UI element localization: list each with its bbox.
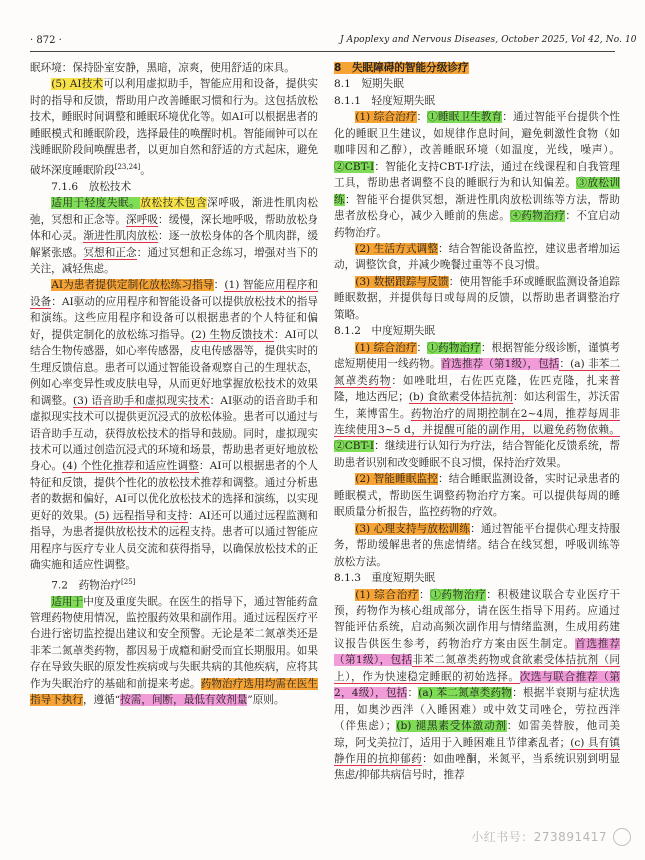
ul-nonbenzo: ：(a) 非苯二氮䓬类药物 bbox=[334, 358, 620, 387]
hl-applies: 适用于 bbox=[51, 595, 84, 608]
paragraph-moderate-comprehensive bbox=[334, 340, 620, 472]
text: ： bbox=[213, 279, 225, 292]
hl-section-8: 8 失眠障碍的智能分级诊疗 bbox=[334, 62, 469, 74]
text: ：通过智能平台提供个性化的睡眠卫生建议，如规律作息时间，避免刺激性食物（如咖啡因和乙醇），改善睡眠环境（如温度，光线，噪声）。 bbox=[334, 111, 621, 157]
text: ：结合智能设备监控，建议患者增加运动，调整饮食，并减少晚餐过重等不良习惯。 bbox=[334, 242, 621, 272]
hl-ai-tech: (5) AI技术 bbox=[51, 78, 104, 91]
citation: [23,24] bbox=[114, 162, 141, 171]
ul-pmr: 渐进性肌肉放松 bbox=[83, 230, 159, 243]
ul-antidepressant: (c) 具有镇静作用的抗抑郁药 bbox=[334, 736, 620, 766]
ul-voice-vr: (3) 语音助手和虚拟现实技术 bbox=[72, 394, 210, 407]
right-column bbox=[334, 60, 620, 784]
heading-severe-short: 8.1.3 重度短期失眠 bbox=[334, 572, 436, 585]
hl-cbti: ②CBT-I bbox=[334, 160, 375, 173]
text: ”原则。 bbox=[247, 694, 285, 707]
ul-personalized: (4) 个性化推荐和适应性调整 bbox=[62, 460, 199, 473]
page-number: · 872 · bbox=[30, 35, 62, 46]
hl-drug: ①药物治疗 bbox=[427, 341, 481, 354]
watermark-text: 小红书号：273891417 bbox=[471, 829, 607, 844]
text: ：根据半衰期与症状选用，如奥沙西泮（入睡困难）或中效艾司唑仑，劳拉西泮（伴焦虑）； bbox=[334, 687, 621, 733]
paragraph-lifestyle bbox=[334, 241, 620, 274]
text: ：AI还可以通过远程监测和指导，为患者提供放松技术的远程支持。患者可以通过智能应用程序与医疗专业人员交流和获得指导，以确保放松技术的正确实施和适应性调整。 bbox=[30, 509, 319, 572]
text: ：如达利雷生，苏沃雷生，莱博雷生。 bbox=[334, 391, 621, 420]
text: ： bbox=[418, 588, 431, 601]
citation: [25] bbox=[121, 577, 136, 586]
ul-remote: (5) 远程指导和支持 bbox=[94, 509, 189, 522]
hl-first-choice: 首选推荐（第1级），包括 bbox=[440, 358, 560, 371]
paragraph-sleep-env: 眠环境：保持卧室安静，黑暗，凉爽，使用舒适的床具。 bbox=[30, 62, 295, 74]
hl-comprehensive: (1) 综合治疗 bbox=[355, 341, 417, 354]
hl-doctor-guidance: 药物治疗选用均需在医生指导下执行 bbox=[30, 677, 319, 707]
ul-biofeedback: (2) 生物反馈技术 bbox=[191, 328, 274, 341]
text: 深呼吸，渐进性肌肉松弛，冥想和正念等。 bbox=[30, 197, 319, 226]
paragraph-ai-tech: (5) AI技术可以利用虚拟助手，智能应用和设备，提供实时的指导和反馈，帮助用户改善睡眠习惯和行为。这包括放松技术，睡眠时间调整和睡眠环境优化等。如AI可以根据患者的睡眠模式和睡眠阶段，选择最佳的唤醒时机。智能闹钟可以在浅睡眠阶段间唤醒患者，以更加自然和舒适的方式起床，避免破坏深度睡眠阶段[23,24]。 bbox=[30, 78, 318, 177]
paragraph-severe-comprehensive bbox=[334, 587, 620, 784]
hl-tracking: (3) 数据跟踪与反馈 bbox=[355, 275, 449, 288]
text: ，遵循“ bbox=[82, 694, 121, 707]
text: 可以利用虚拟助手，智能应用和设备，提供实时的指导和反馈，帮助用户改善睡眠习惯和行为。这包括放松技术，睡眠时间调整和睡眠环境优化等。如AI可以根据患者的睡眠模式和睡眠阶段，选择最佳的唤醒时机。智能闹钟可以在浅睡眠阶段间唤醒患者，以更加自然和舒适的方式起床，避免破坏深度睡眠阶段 bbox=[30, 78, 318, 177]
heading-relaxation: 7.1.6 放松技术 bbox=[51, 180, 132, 193]
hl-second-choice: 次选与联合推荐（第2，4级），包括 bbox=[334, 670, 620, 700]
hl-drug: ④药物治疗 bbox=[510, 210, 566, 223]
hl-comprehensive: (1) 综合治疗 bbox=[355, 588, 419, 601]
text: ： bbox=[416, 341, 428, 354]
hl-sleep-hygiene: ①睡眠卫生教育 bbox=[427, 111, 503, 124]
hl-ai-custom: AI为患者提供定制化放松练习指导 bbox=[51, 279, 214, 292]
hl-melatonin: (b) 褪黑素受体激动剂 bbox=[396, 720, 507, 733]
paragraph-relaxation bbox=[30, 195, 318, 277]
text: ：结合睡眠监测设备，实时记录患者的睡眠模式，帮助医生调整药物治疗方案。可以提供每周的睡眠质量分析报告，监控药物的疗效。 bbox=[334, 473, 621, 519]
paragraph-ai-relax-guide bbox=[30, 277, 318, 573]
hl-first-choice: 首选推荐（第1级），包括 bbox=[334, 637, 621, 667]
hl-psych-support: (3) 心理支持与放松训练 bbox=[355, 522, 471, 535]
heading-drug bbox=[30, 574, 318, 594]
text: ：使用智能手环或睡眠监测设备追踪睡眠数据，并提供每日或每周的反馈，以帮助患者调整治疗策略。 bbox=[334, 275, 620, 321]
text: ：根据智能分级诊断，谨慎考虑短期使用一线药物。 bbox=[334, 341, 621, 371]
text: ：缓慢，深长地呼吸，帮助放松身体和心灵。 bbox=[30, 213, 319, 243]
ul-deep-breath: 深呼吸 bbox=[126, 213, 159, 226]
text: ： bbox=[407, 687, 419, 700]
hl-drug: ①药物治疗 bbox=[430, 588, 487, 601]
hl-smart-monitor: (2) 智能睡眠监控 bbox=[355, 473, 438, 486]
text: 中度及重度失眠。在医生的指导下，通过智能药盒管理药物使用情况，监控服药效果和副作用。通过远程医疗平台进行密切监控提出建议和安全预警。无论是苯二氮䓬类还是非苯二氮䓬类药物，都因易于成瘾和耐受而宜长期服用。如果存在导致失眠的原发性疾病或与失眠共病的其他疾病，应将其作为失眠治疗的基础和前提来考虑。 bbox=[30, 595, 319, 690]
left-column bbox=[30, 60, 318, 709]
text: ：积极建议联合专业医疗干预，药物作为核心组成部分，请在医生指导下用药。应通过智能评估系统，启动高频次副作用与情绪监测，生成用药建议报告供医生参考，药物治疗方案由医生制定。 bbox=[334, 588, 621, 650]
text: ：AI驱动的语音助手和虚拟现实技术可以提供更沉浸式的放松体验。患者可以通过与语音助手互动，获得放松技术的指导和鼓励。同时，虚拟现实技术可以通过创造沉浸式的环境和场景，帮助患者更好地放松身心。 bbox=[30, 394, 319, 473]
hl-mild: 适用于轻度失眠。 bbox=[51, 197, 141, 210]
text: ：通过冥想和正念练习，增强对当下的关注，减轻焦虑。 bbox=[30, 246, 319, 275]
watermark-logo-icon bbox=[613, 828, 631, 846]
text: ：如唑吡坦，右佐匹克隆，佐匹克隆，扎来普隆，地达西尼； bbox=[334, 374, 621, 404]
text: ：继续进行认知行为疗法，结合智能化反馈系统，帮助患者识别和改变睡眠不良习惯，保持治疗效果。 bbox=[334, 440, 621, 469]
hl-cbti: ②CBT-I bbox=[334, 440, 375, 453]
ul-orexin: (b) 食欲素受体拮抗剂 bbox=[408, 391, 514, 404]
text: ：AI可以结合生物传感器，如心率传感器，皮电传感器等，提供实时的生理反馈信息。患者可以通过智能设备观察自己的生理状态，例如心率变异性或皮肤电导，从而更好地掌握放松技术的效果和调整。 bbox=[30, 328, 319, 407]
journal-header: J Apoplexy and Nervous Diseases, October 2025, Vol 42, No. 10 bbox=[340, 35, 637, 45]
header-rule bbox=[30, 51, 615, 52]
hl-principle: 按需，间断，最低有效剂量 bbox=[120, 694, 248, 707]
heading-short-term: 8.1 短期失眠 bbox=[334, 78, 404, 91]
text: ：如曲唑酮，米氮平，当系统识别到明显焦虑/抑郁共病信号时，推荐 bbox=[334, 753, 621, 782]
text: ：不宜启动药物治疗。 bbox=[334, 210, 621, 239]
text: ：智能平台提供冥想，渐进性肌肉放松训练等方法，帮助患者放松身心，减少入睡前的焦虑。 bbox=[334, 193, 621, 223]
paragraph-psych-support bbox=[334, 521, 620, 570]
paragraph-tracking bbox=[334, 274, 620, 323]
hl-lifestyle: (2) 生活方式调整 bbox=[355, 242, 438, 255]
hl-relax-includes: 放松技术包含 bbox=[140, 197, 208, 210]
ul-meditation: 冥想和正念 bbox=[83, 246, 137, 259]
ul-smart-apps: (1) 智能应用程序和设备 bbox=[30, 279, 318, 308]
text: ：AI驱动的应用程序和智能设备可以提供放松技术的指导和演练。这些应用程序和设备可以根据患者的个人特征和偏好，提供定制化的放松练习指导。 bbox=[30, 295, 318, 341]
heading-section-8 bbox=[334, 60, 620, 76]
text: ：如雷美替胺，他司美琼，阿戈美拉汀，适用于入睡困难且节律紊乱者； bbox=[334, 720, 620, 749]
text: ：逐一放松身体的各个肌肉群，缓解紧张感。 bbox=[30, 230, 319, 259]
paragraph-smart-monitor bbox=[334, 471, 620, 520]
text: ： bbox=[416, 111, 428, 124]
heading-moderate-short: 8.1.2 中度短期失眠 bbox=[334, 325, 436, 338]
hl-benzo: (a) 苯二氮䓬类药物 bbox=[418, 687, 513, 700]
text: ：通过智能平台提供心理支持服务，帮助缓解患者的焦虑情绪。结合在线冥想，呼吸训练等放松方法。 bbox=[334, 522, 621, 568]
paragraph-drug bbox=[30, 594, 318, 709]
text: ：智能化支持CBT-I疗法，通过在线课程和自我管理工具，帮助患者调整不良的睡眠行为和认知偏差。 bbox=[334, 160, 620, 190]
text: ：AI可以根据患者的个人特征和反馈，提供个性化的放松技术推荐和调整。通过分析患者的数据和偏好，AI可以优化放松技术的选择和演练，以实现更好的效果。 bbox=[30, 460, 319, 522]
watermark bbox=[471, 828, 631, 847]
ul-first-choice-detail: 非苯二氮䓬类药物或食欲素受体拮抗剂（同上），作为快速稳定睡眠的初始选择。 bbox=[334, 654, 620, 683]
text: 7.2 药物治疗 bbox=[51, 579, 122, 592]
ul-drug-cycle: 药物治疗的周期控制在2~4周，推荐每周非连续使用3~5 d，并提醒可能的副作用，以避免药物依赖。 bbox=[334, 407, 621, 436]
paragraph-mild-comprehensive bbox=[334, 109, 620, 241]
hl-relax-training: ③放松训练 bbox=[334, 177, 621, 206]
hl-comprehensive: (1) 综合治疗 bbox=[355, 111, 417, 124]
heading-mild-short: 8.1.1 轻度短期失眠 bbox=[334, 94, 436, 107]
